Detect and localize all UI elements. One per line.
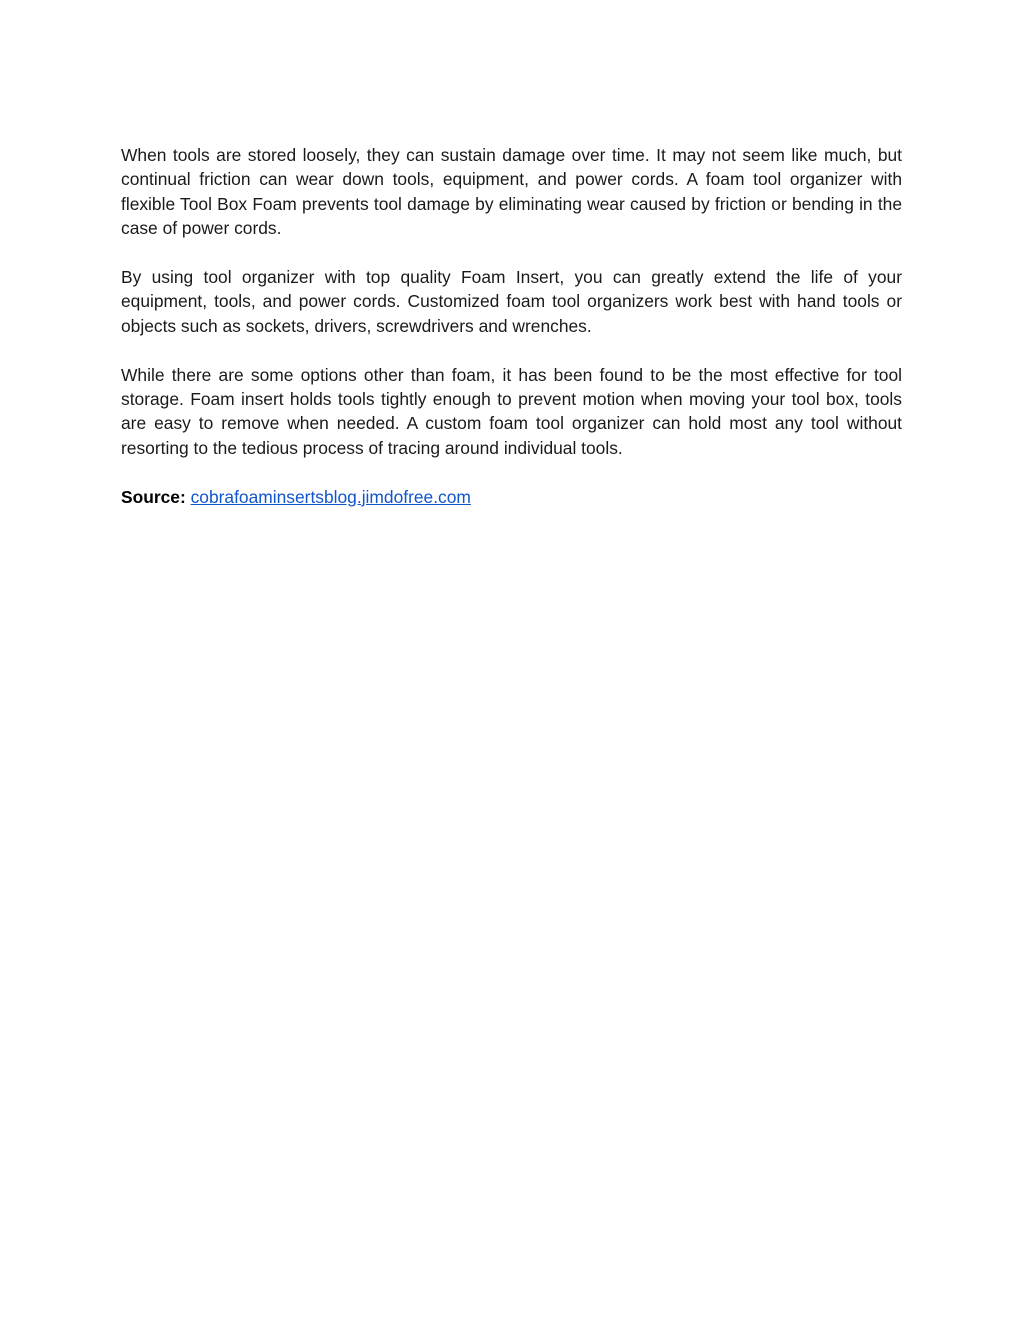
document-body <box>121 143 902 509</box>
source-line <box>121 485 902 509</box>
paragraph-3: While there are some options other than foam, it has been found to be the most effective for tool storage. Foam insert holds tools tightly enough to prevent motion when moving your tool box, tools are easy to remove when needed. A custom foam tool organizer can hold most any tool without resorting to the tedious process of tracing around individual tools. <box>121 364 902 458</box>
source-label: Source: <box>121 486 186 507</box>
paragraph-1: When tools are stored loosely, they can sustain damage over time. It may not seem like much, but continual friction can wear down tools, equipment, and power cords. A foam tool organizer with flexible Tool Box Foam prevents tool damage by eliminating wear caused by friction or bending in the case of power cords. <box>121 145 902 239</box>
source-link[interactable]: cobrafoaminsertsblog.jimdofree.com <box>190 486 471 507</box>
paragraph-2: By using tool organizer with top quality Foam Insert, you can greatly extend the life of your equipment, tools, and power cords. Customized foam tool organizers work best with hand tools or objects such as sockets, drivers, screwdrivers and wrenches. <box>121 267 902 336</box>
